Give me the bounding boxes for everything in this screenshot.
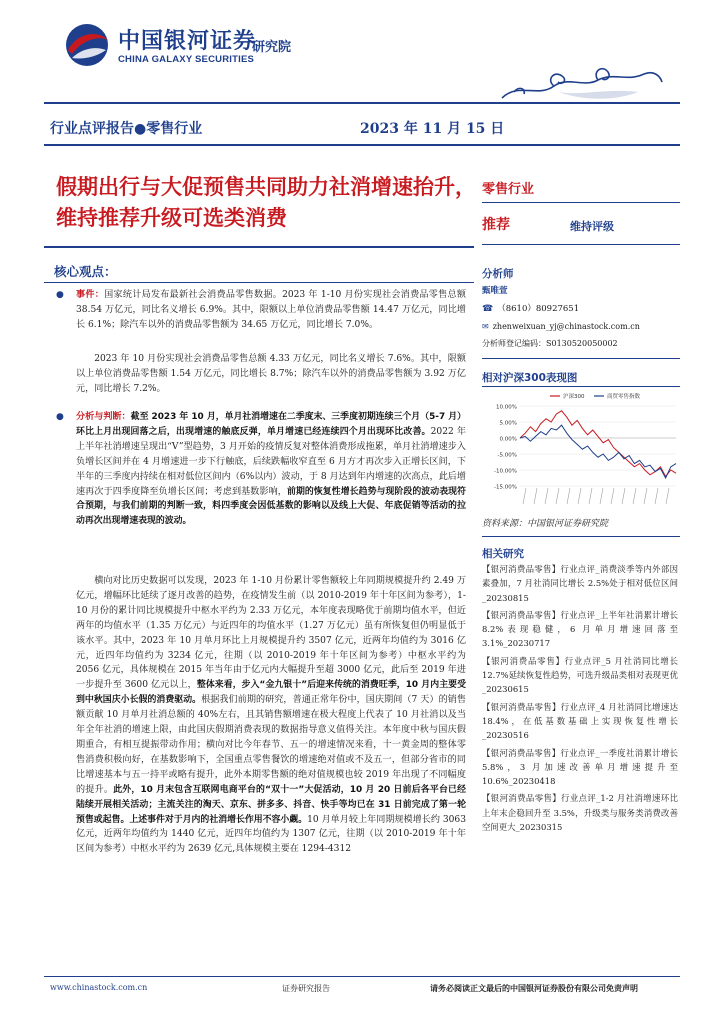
related-research-item[interactable]: 【银河消费品零售】行业点评_上半年社消累计增长 8.2%表现稳健，6 月单月增速回落至 3.1%_20230717 [482, 609, 678, 649]
related-heading: 相关研究 [482, 548, 524, 560]
chart-x-tick [545, 488, 548, 504]
brand-institute: 研究院 [252, 40, 292, 55]
chart-x-tick [534, 488, 537, 504]
chart-series-line [520, 411, 676, 477]
recommendation-label: 推荐 [482, 217, 510, 233]
chart-y-tick-label: 5.00% [499, 420, 517, 427]
event-text: 国家统计局发布最新社会消费品零售数据。2023 年 1-10 月份实现社会消费品零售总额 38.54 万亿元，同比名义增长 6.9%。其中，限额以上单位消费品零售额 14.47 万亿元，同比增长 6.1%；除汽车以外的消费品零售额为 34.65 万亿元，同比增长 7.0%。 [76, 290, 466, 330]
chart-y-tick-label: -15.00% [494, 484, 517, 491]
phone-icon: ☎ [482, 304, 494, 314]
header-rule-2 [44, 144, 680, 146]
brand-name-en: CHINA GALAXY SECURITIES [118, 54, 255, 65]
chart-y-tick-label: -5.00% [497, 452, 517, 459]
galaxy-logo [62, 20, 112, 70]
core-rule [44, 282, 474, 283]
chart-x-tick [567, 488, 570, 504]
history-text-a: 横向对比历史数据可以发现，2023 年 1-10 月份累计零售额较上年同期规模提升约 2.49 万亿元，增幅环比延续了逐月改善的趋势，在疫情发生前（以 2010-2019 年十年区间为参考），1-10 月份的累计同比规模提升中枢水平约为 2.33 万亿元，本年度表现略优于前期均值水平，但近两年的均值水平（1.35 万亿元）与近四年的均值水平（1.27 万亿元）虽有所恢复但仍明显低于该水平。其中，2023 年 10 月单月环比上月规模提升约 3507 亿元，近两年均值约为 3016 亿元，近四年均值约为 3234 亿元，往期（以 2010-2019 年十年区间为参考）中枢水平约为 2056 亿元，具体规模在 2015 年当年由于亿元内大幅提升至超 3000 亿元，此后至 2019 年进一步提升至 3600 亿元以上， [76, 576, 466, 691]
related-research-item[interactable]: 【银河消费品零售】行业点评_消费淡季等内外部因素叠加，7 月社消同比增长 2.5%处于相对低位区间_20230815 [482, 564, 678, 603]
related-research-item[interactable]: 【银河消费品零售】行业点评_4 月社消同比增速达 18.4%，在低基数基础上实现恢复性增长_20230516 [482, 701, 678, 741]
sidebar-industry: 零售行业 [482, 182, 535, 197]
chart-x-tick [556, 488, 559, 504]
rating-label: 维持评级 [570, 220, 614, 233]
analyst-cert: 分析师登记编码：S0130520050002 [482, 339, 618, 348]
chart-x-tick [644, 488, 647, 504]
header-rule [44, 102, 680, 104]
analysis-bold-2: 前期的恢复性增长趋势与现阶段的波动表现符合预期，与我们前期的判断一致，料四季度会因低基数的影响以及线上大促、年底促销等活动的拉动再次出现增速表现的波动。 [76, 486, 466, 527]
sidebar-rule [482, 202, 680, 203]
event-label: 事件： [76, 290, 105, 300]
history-bold: 整体来看，步入“金九银十”后迎来传统的消费旺季，10 月内主要受到中秋国庆小长假的消费驱动。 [76, 680, 466, 706]
related-research-item[interactable]: 【银河消费品零售】行业点评_1-2 月社消增速环比上年末企稳回升至 3.5%，升级类与服务类消费改善空间更大_20230315 [482, 793, 678, 833]
analyst-email[interactable] [482, 322, 640, 331]
performance-chart [480, 390, 680, 512]
chart-x-tick [600, 488, 603, 504]
analyst-heading: 分析师 [482, 268, 514, 280]
related-research-list [482, 562, 678, 837]
sidebar-rule [482, 358, 680, 359]
chart-x-tick [578, 488, 581, 504]
report-title: 假期出行与大促预售共同助力社消增速抬升，维持推荐升级可选类消费 [56, 175, 476, 230]
title-rule [44, 246, 474, 248]
analysis-text: 2022 年上半年社消增速呈现出“V”型趋势，3 月开始的疫情反复对整体消费形成拖累，单月社消增速步入负增长区间并在 4 月增速进一步下行触底，后续跌幅收窄直至 6 月方才再次步入正增长区间，下半年的三季度内持续在相对低位区间内（6%以内）波动，于 8 月达到年内增速的次高点，此后增速再次于四季度降至负增长区间；考虑到基数影响， [76, 426, 466, 497]
sidebar-rule [482, 386, 680, 387]
footer-rule [44, 976, 680, 977]
related-research-item[interactable]: 【银河消费品零售】行业点评_一季度社消累计增长 5.8%，3 月加速改善单月增速提升至 10.6%_20230418 [482, 747, 678, 787]
event-paragraph [76, 288, 466, 333]
monthly-paragraph: 2023 年 10 月份实现社会消费品零售总额 4.33 万亿元，同比名义增长 7.6%。其中，限额以上单位消费品零售额 1.54 万亿元，同比增长 8.7%；除汽车以外的消费品零售额为 3.92 万亿元，同比增长 7.2%。 [76, 354, 466, 394]
footer-center: 证券研究报告 [282, 984, 330, 993]
brand-name-cn: 中国银河证券 [118, 29, 257, 54]
chart-x-tick [655, 488, 658, 504]
analysis-bold: 截至 2023 年 10 月，单月社消增速在二季度末、三季度初期连续三个月（5-7 月）环比上月出现回落之后，出现增速的触底反弹，单月增速已经连续四个月出现环比改善。 [76, 412, 466, 437]
report-type: 行业点评报告●零售行业 [50, 121, 203, 137]
chart-y-tick-label: 0.00% [499, 436, 517, 443]
analyst-name: 甄唯萱 [482, 286, 508, 296]
core-title: 核心观点： [54, 264, 117, 279]
phone-text: （8610）80927651 [497, 304, 580, 314]
chart-x-tick [622, 488, 625, 504]
history-text-c: 10 月单月较上年同期规模增长约 3063 亿元，近两年均值约为 1440 亿元，近四年均值约为 1307 亿元，往期（以 2010-2019 年十年区间为参考）中枢水平约为 2639 亿元,具体规模主要在 1294-4312 [76, 814, 467, 855]
related-research-item[interactable]: 【银河消费品零售】行业点评_5 月社消同比增长 12.7%延续恢复性趋势，可选升级品类相对表现更优_20230615 [482, 655, 678, 695]
analysis-paragraph [76, 410, 466, 529]
chart-x-tick [611, 488, 614, 504]
report-date: 2023 年 11 月 15 日 [360, 121, 505, 137]
email-text[interactable]: zhenweixuan_yj@chinastock.com.cn [492, 322, 640, 331]
bullet-icon: ● [56, 290, 64, 300]
chart-legend-label: 沪深300 [563, 394, 585, 400]
chart-y-tick-label: -10.00% [494, 468, 517, 475]
chart-source: 资料来源：中国银河证券研究院 [482, 519, 609, 529]
chart-x-tick [523, 488, 526, 504]
footer-site-link[interactable]: www.chinastock.com.cn [50, 983, 148, 992]
cloud-ornament-icon [498, 62, 666, 106]
analyst-phone [482, 302, 579, 314]
chart-x-tick [589, 488, 592, 504]
chart-x-tick [633, 488, 636, 504]
footer-disclaimer: 请务必阅读正文最后的中国银河证券股份有限公司免责声明 [430, 983, 638, 993]
chart-x-tick [666, 488, 669, 504]
sidebar-rule [482, 536, 680, 537]
sidebar-rule [482, 244, 680, 245]
history-paragraph [76, 574, 466, 857]
chart-heading: 相对沪深300表现图 [482, 372, 578, 384]
mail-icon: ✉ [482, 322, 489, 331]
history-text-b: 根据我们前期的研究，普通正常年份中，国庆期间（7 天）的销售额贡献 10 月单月社消总额的 40%左右，且其销售额增速在极大程度上代表了 10 月社消以及当年全年社消的增速上限，由此国庆假期消费表现的数据指导意义值得关注。本年度中秋与国庆假期重合，有相互提振带动作用；横向对比今年春节、五一的增速情况来看，十一黄金周的整体零售消费积极向好，在基数影响下，全国重点零售餐饮的增速绝对值或不及五一，但部分省市的同比增速基本与五一持平或略有提升，此外本期零售额的绝对值规模也较 2019 年出现了不同幅度的提升。 [76, 695, 466, 795]
analysis-label: 分析与判断： [76, 412, 131, 422]
chart-legend-label: 商贸零售指数 [607, 394, 641, 400]
history-bold-2: 此外，10 月末包含互联网电商平台的“双十一”大促活动，10 月 20 日前后各平台已经陆续开展相关活动；主流关注的淘天、京东、拼多多、抖音、快手等均已在 31 日前完成了第一轮预售或起售。上述事件对于月内的社消增长作用不容小觑。 [76, 784, 466, 825]
bullet-icon: ● [56, 412, 64, 422]
chart-y-tick-label: 10.00% [496, 404, 517, 411]
